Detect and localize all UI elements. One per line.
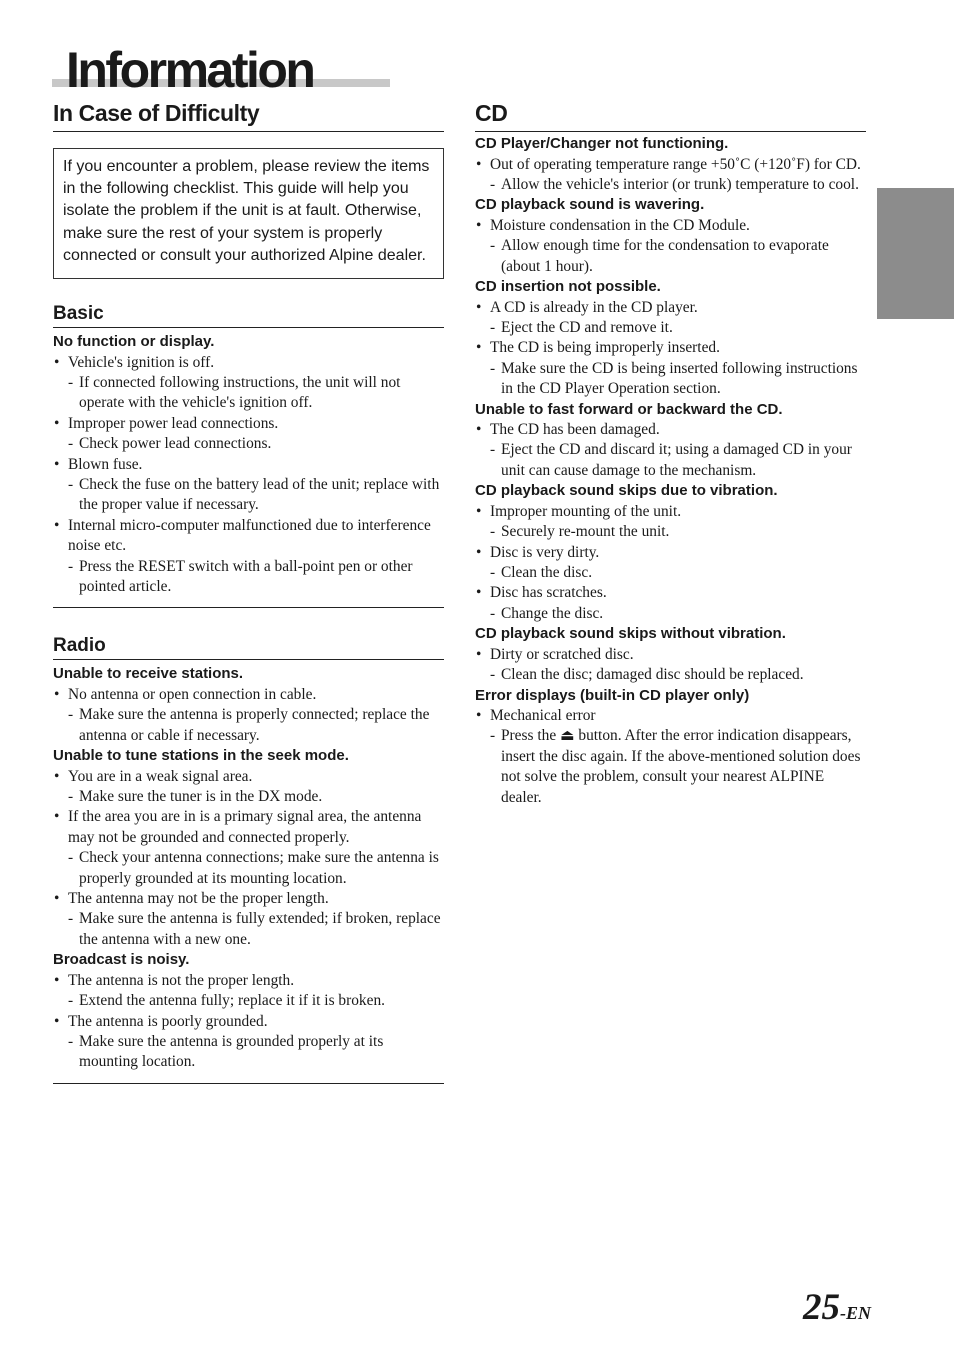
remedy-item: - Eject the CD and remove it. bbox=[475, 318, 866, 338]
cause-item: • Improper mounting of the unit. bbox=[475, 502, 866, 522]
remedy-item: - Make sure the CD is being inserted following instructions in the CD Player Operation section. bbox=[475, 359, 866, 400]
page-number bbox=[803, 1286, 871, 1335]
radio-heading: Radio bbox=[53, 633, 444, 660]
problem-title: Unable to fast forward or backward the CD. bbox=[475, 400, 783, 418]
radio-section bbox=[53, 633, 444, 1083]
problem-title: Error displays (built-in CD player only) bbox=[475, 686, 750, 704]
remedy-item: - Clean the disc. bbox=[475, 563, 866, 583]
cause-item: • Dirty or scratched disc. bbox=[475, 645, 866, 665]
cause-item: • Disc is very dirty. bbox=[475, 543, 866, 563]
cause-item: • The antenna is poorly grounded. bbox=[53, 1012, 444, 1032]
problem-title: Unable to receive stations. bbox=[53, 665, 244, 683]
cause-item: • Moisture condensation in the CD Module. bbox=[475, 216, 866, 236]
right-column bbox=[475, 96, 866, 808]
basic-section bbox=[53, 301, 444, 608]
remedy-item: - Allow enough time for the condensation to evaporate (about 1 hour). bbox=[475, 236, 866, 277]
page-number-value: 25 bbox=[803, 1287, 840, 1328]
cause-item: • Blown fuse. bbox=[53, 455, 444, 475]
page-number-suffix: -EN bbox=[840, 1303, 871, 1323]
problem-title: Unable to tune stations in the seek mode. bbox=[53, 747, 349, 765]
cause-item: • Mechanical error bbox=[475, 706, 866, 726]
problem-title: CD playback sound skips without vibration. bbox=[475, 625, 786, 643]
problem-title: No function or display. bbox=[53, 333, 215, 351]
remedy-item: - Check your antenna connections; make sure the antenna is properly grounded at its mounting location. bbox=[53, 848, 444, 889]
basic-heading: Basic bbox=[53, 301, 444, 328]
cd-heading: CD bbox=[475, 96, 866, 132]
remedy-item: - Make sure the antenna is properly connected; replace the antenna or cable if necessary. bbox=[53, 705, 444, 746]
remedy-item: - Make sure the antenna is fully extended; if broken, replace the antenna with a new one. bbox=[53, 909, 444, 950]
remedy-item: - Change the disc. bbox=[475, 604, 866, 624]
cause-item: • Improper power lead connections. bbox=[53, 414, 444, 434]
remedy-item: - Press the ⏏ button. After the error indication disappears, insert the disc again. If the above-mentioned solution does not solve the problem, consult your nearest ALPINE dealer. bbox=[475, 726, 866, 808]
problem-title: Broadcast is noisy. bbox=[53, 951, 190, 969]
cause-item: • Internal micro-computer malfunctioned due to interference noise etc. bbox=[53, 516, 444, 557]
remedy-item: - Check the fuse on the battery lead of the unit; replace with the proper value if necessary. bbox=[53, 475, 444, 516]
cause-item: • Vehicle's ignition is off. bbox=[53, 353, 444, 373]
remedy-item: - Securely re-mount the unit. bbox=[475, 522, 866, 542]
cause-item: • Disc has scratches. bbox=[475, 583, 866, 603]
remedy-item: - Check power lead connections. bbox=[53, 434, 444, 454]
remedy-item: - Eject the CD and discard it; using a damaged CD in your unit can cause damage to the mechanism. bbox=[475, 440, 866, 481]
problem-title: CD Player/Changer not functioning. bbox=[475, 135, 729, 152]
cause-item: • The antenna may not be the proper length. bbox=[53, 889, 444, 909]
cause-item: • If the area you are in is a primary signal area, the antenna may not be grounded and connected properly. bbox=[53, 807, 444, 848]
left-column bbox=[53, 96, 444, 1084]
intro-box: If you encounter a problem, please review the items in the following checklist. This guide will help you isolate the problem if the unit is at fault. Otherwise, make sure the rest of your system is properly connected or consult your authorized Alpine dealer. bbox=[53, 148, 444, 279]
remedy-item: - Make sure the tuner is in the DX mode. bbox=[53, 787, 444, 807]
remedy-item: - If connected following instructions, the unit will not operate with the vehicle's ignition off. bbox=[53, 373, 444, 414]
remedy-item: - Clean the disc; damaged disc should be replaced. bbox=[475, 665, 866, 685]
section-tab-marker bbox=[877, 188, 954, 319]
remedy-item: - Extend the antenna fully; replace it if it is broken. bbox=[53, 991, 444, 1011]
remedy-item: - Allow the vehicle's interior (or trunk) temperature to cool. bbox=[475, 175, 866, 195]
remedy-item: - Press the RESET switch with a ball-point pen or other pointed article. bbox=[53, 557, 444, 598]
section-title: In Case of Difficulty bbox=[53, 96, 444, 132]
cause-item: • The CD is being improperly inserted. bbox=[475, 338, 866, 358]
cause-item: • The antenna is not the proper length. bbox=[53, 971, 444, 991]
cause-item: • No antenna or open connection in cable. bbox=[53, 685, 444, 705]
cd-section bbox=[475, 96, 866, 808]
cause-item: • A CD is already in the CD player. bbox=[475, 298, 866, 318]
cause-item: • You are in a weak signal area. bbox=[53, 767, 444, 787]
cause-item: • Out of operating temperature range +50˚C (+120˚F) for CD. bbox=[475, 155, 866, 175]
cause-item: • The CD has been damaged. bbox=[475, 420, 866, 440]
problem-title: CD playback sound is wavering. bbox=[475, 196, 705, 214]
problem-title: CD playback sound skips due to vibration. bbox=[475, 482, 778, 500]
problem-title: CD insertion not possible. bbox=[475, 278, 661, 296]
page-title: Information bbox=[66, 42, 314, 98]
remedy-item: - Make sure the antenna is grounded properly at its mounting location. bbox=[53, 1032, 444, 1073]
